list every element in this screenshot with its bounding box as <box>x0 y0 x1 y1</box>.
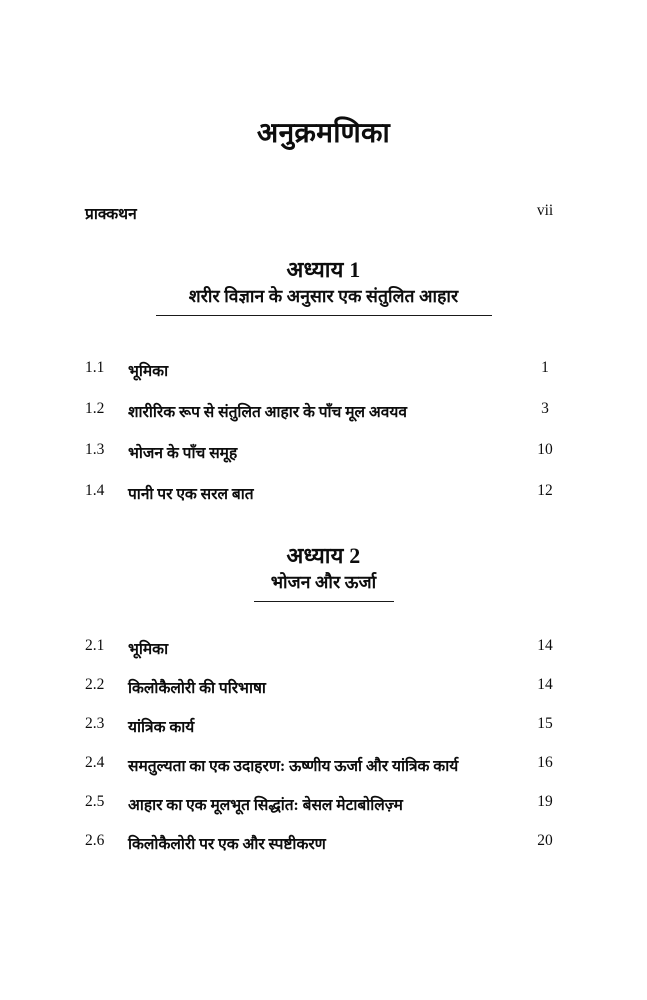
toc-entry-title: समतुल्यता का एक उदाहरण: ऊष्णीय ऊर्जा और यांत्रिक कार्य <box>128 758 459 775</box>
toc-entry-title: भोजन के पाँच समूह <box>128 445 238 462</box>
toc-entry-number: 2.4 <box>85 754 105 771</box>
toc-entry <box>85 832 565 856</box>
toc-entry-page: 12 <box>537 482 553 499</box>
toc-entry <box>85 359 565 383</box>
chapter-rule-2 <box>254 601 394 602</box>
toc-entry-title: भूमिका <box>128 641 169 658</box>
toc-entry-title: आहार का एक मूलभूत सिद्धांत: बेसल मेटाबोलिज़्म <box>128 797 403 814</box>
toc-entry-title: भूमिका <box>128 363 169 380</box>
chapter-subtitle-1: शरीर विज्ञान के अनुसार एक संतुलित आहार <box>188 285 459 306</box>
toc-entry-number: 2.6 <box>85 832 105 849</box>
toc-entry-number: 1.1 <box>85 359 105 376</box>
chapter-heading-1 <box>0 256 647 316</box>
toc-entry-number: 1.2 <box>85 400 105 417</box>
toc-entry <box>85 715 565 739</box>
chapter-rule-1 <box>156 315 492 316</box>
toc-entry <box>85 754 565 778</box>
toc-entry-number: 2.1 <box>85 637 105 654</box>
toc-entry-title: शारीरिक रूप से संतुलित आहार के पाँच मूल अवयव <box>128 404 408 421</box>
front-matter-page-number: vii <box>536 202 554 219</box>
toc-entry <box>85 676 565 700</box>
toc-entry <box>85 482 565 506</box>
chapter-subtitle-2: भोजन और ऊर्जा <box>270 571 377 592</box>
toc-entry-title: किलोकैलोरी की परिभाषा <box>128 680 266 697</box>
front-matter-row <box>85 202 565 224</box>
toc-entry-number: 1.4 <box>85 482 105 499</box>
toc-entry-title: पानी पर एक सरल बात <box>128 486 254 503</box>
toc-entry <box>85 400 565 424</box>
toc-entry-page: 14 <box>537 637 553 654</box>
toc-entry-title: किलोकैलोरी पर एक और स्पष्टीकरण <box>128 836 326 853</box>
chapter-label-1: अध्याय 1 <box>286 257 361 282</box>
chapter-heading-2 <box>0 542 647 602</box>
toc-entry-page: 1 <box>541 359 549 376</box>
toc-entry-title: यांत्रिक कार्य <box>128 719 195 736</box>
toc-entry-number: 2.3 <box>85 715 105 732</box>
toc-entry-page: 3 <box>541 400 549 417</box>
toc-entry-page: 19 <box>537 793 553 810</box>
toc-entry-number: 2.5 <box>85 793 105 810</box>
toc-entry <box>85 637 565 661</box>
toc-entry <box>85 793 565 817</box>
toc-entry-number: 1.3 <box>85 441 105 458</box>
toc-entry <box>85 441 565 465</box>
chapter-label-2: अध्याय 2 <box>286 543 361 568</box>
toc-entry-page: 10 <box>537 441 553 458</box>
toc-entry-page: 15 <box>537 715 553 732</box>
page-title: अनुक्रमणिका <box>256 118 391 149</box>
toc-entry-page: 20 <box>537 832 553 849</box>
toc-entry-page: 16 <box>537 754 553 771</box>
toc-entry-number: 2.2 <box>85 676 105 693</box>
toc-entry-page: 14 <box>537 676 553 693</box>
front-matter-label: प्राक्कथन <box>85 206 137 223</box>
